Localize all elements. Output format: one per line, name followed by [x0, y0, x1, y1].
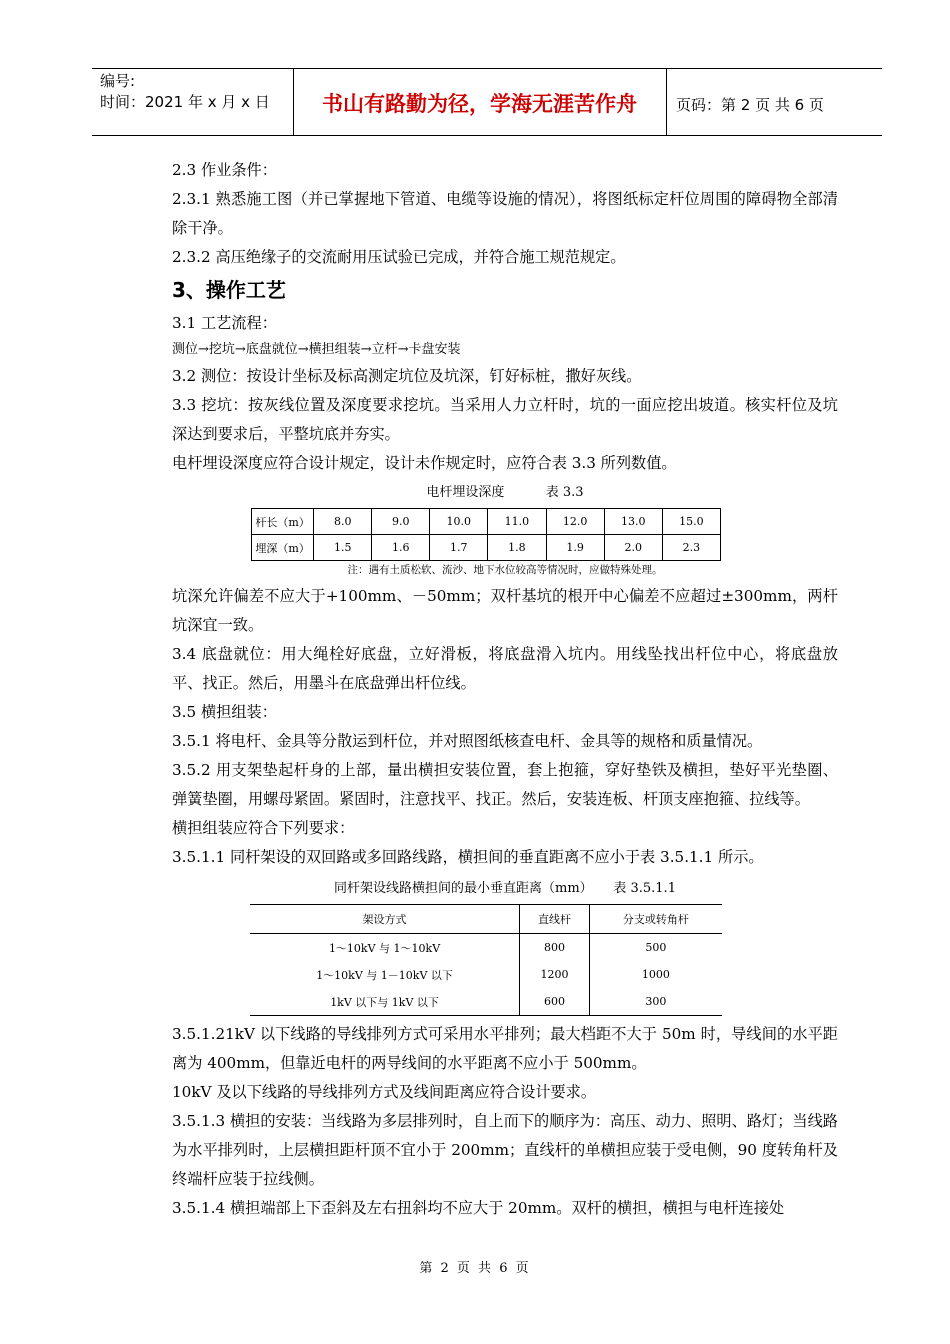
table-cell: 300: [589, 988, 722, 1016]
header-motto: 书山有路勤为径，学海无涯苦作舟: [322, 92, 637, 116]
header-divider-right: [666, 68, 667, 135]
table-cell: 1.9: [546, 535, 604, 561]
table-cell: 800: [520, 934, 590, 962]
table-cell: 1200: [520, 961, 590, 988]
header-page-label: 页码：第 2 页 共 6 页: [676, 96, 824, 114]
column-header: 架设方式: [250, 905, 520, 934]
paragraph: 3.3 挖坑：按灰线位置及深度要求挖坑。当采用人力立杆时，坑的一面应挖出坡道。核实杆位及坑深达到要求后，平整坑底并夯实。: [172, 396, 838, 443]
table-cell: 2.3: [662, 535, 720, 561]
table-caption: 电杆埋设深度 表 3.3: [426, 485, 584, 500]
paragraph: 3.5.1.3 横担的安装：当线路为多层排列时，自上而下的顺序为：高压、动力、照明、路灯；当线路为水平排列时，上层横担距杆顶不宜小于 200mm；直线杆的单横担应装于受电侧，90 度转角杆及终端杆应装于拉线侧。: [172, 1112, 838, 1188]
table-cell: 1.7: [430, 535, 488, 561]
header-time-label: 时间：2021 年 x 月 x 日: [100, 93, 270, 111]
paragraph: 2.3.2 高压绝缘子的交流耐用压试验已完成，并符合施工规范规定。: [172, 248, 626, 266]
table-row: [250, 961, 722, 988]
table-cell: 1000: [589, 961, 722, 988]
table-cell: 9.0: [372, 509, 430, 535]
paragraph: 3.1 工艺流程：: [172, 314, 277, 332]
paragraph: 2.3.1 熟悉施工图（并已掌握地下管道、电缆等设施的情况），将图纸标定杆位周围的障碍物全部清除干净。: [172, 190, 838, 237]
paragraph: 3.4 底盘就位：用大绳栓好底盘，立好滑板，将底盘滑入坑内。用线坠找出杆位中心，将底盘放平、找正。然后，用墨斗在底盘弹出杆位线。: [172, 645, 838, 692]
crossarm-distance-table: [250, 904, 722, 1016]
table-cell: 1～10kV 与 1－10kV 以下: [316, 968, 453, 982]
table-row: [252, 535, 721, 561]
paragraph: 3.5.1 将电杆、金具等分散运到杆位，并对照图纸核查电杆、金具等的规格和质量情况。: [172, 732, 763, 750]
process-flow: 测位→挖坑→底盘就位→横担组装→立杆→卡盘安装: [172, 342, 461, 357]
table-cell: 1.6: [372, 535, 430, 561]
table-cell: 13.0: [604, 509, 662, 535]
paragraph: 10kV 及以下线路的导线排列方式及线间距离应符合设计要求。: [172, 1083, 597, 1101]
paragraph: 电杆埋设深度应符合设计规定，设计未作规定时，应符合表 3.3 所列数值。: [172, 454, 677, 472]
paragraph: 3.5.1.4 横担端部上下歪斜及左右扭斜均不应大于 20mm。双杆的横担，横担与电杆连接处: [172, 1199, 785, 1217]
paragraph: 2.3 作业条件：: [172, 161, 277, 179]
paragraph: 横担组装应符合下列要求：: [172, 819, 355, 837]
column-header: 直线杆: [520, 905, 590, 934]
burial-depth-table: [251, 508, 721, 561]
paragraph: 3.5 横担组装：: [172, 703, 277, 721]
table-header-row: [250, 905, 722, 934]
table-cell: 600: [520, 988, 590, 1016]
table-cell: 1kV 以下与 1kV 以下: [250, 988, 520, 1016]
page-footer: 第 2 页 共 6 页: [419, 1261, 531, 1276]
header-top-rule: [92, 68, 882, 69]
row-label: 杆长（m）: [252, 509, 314, 535]
section-heading: 3、操作工艺: [172, 278, 286, 302]
table-cell: 1～10kV 与 1～10kV: [328, 941, 441, 955]
table-caption: 同杆架设线路横担间的最小垂直距离（mm） 表 3.5.1.1: [334, 881, 676, 896]
table-row: [250, 934, 722, 962]
table-cell: 15.0: [662, 509, 720, 535]
table-row: [250, 988, 722, 1016]
column-header: 分支或转角杆: [589, 905, 722, 934]
table-note: 注：遇有土质松软、流沙、地下水位较高等情况时，应做特殊处理。: [347, 564, 663, 576]
header-bottom-rule: [92, 135, 882, 136]
table-cell: 1.8: [488, 535, 546, 561]
table-cell: 11.0: [488, 509, 546, 535]
row-label: 埋深（m）: [252, 535, 314, 561]
document-body: [172, 156, 838, 1223]
paragraph: 坑深允许偏差不应大于+100mm、－50mm；双杆基坑的根开中心偏差不应超过±300mm，两杆坑深宜一致。: [172, 587, 838, 634]
table-cell: 12.0: [546, 509, 604, 535]
table-cell: 10.0: [430, 509, 488, 535]
paragraph: 3.2 测位：按设计坐标及标高测定坑位及坑深，钉好标桩，撒好灰线。: [172, 367, 642, 385]
table-cell: 8.0: [314, 509, 372, 535]
table-row: [252, 509, 721, 535]
table-cell: 1.5: [314, 535, 372, 561]
paragraph: 3.5.1.21kV 以下线路的导线排列方式可采用水平排列；最大档距不大于 50m 时，导线间的水平距离为 400mm，但靠近电杆的两导线间的水平距离不应小于 500mm。: [172, 1025, 838, 1072]
table-cell: 2.0: [604, 535, 662, 561]
paragraph: 3.5.2 用支架垫起杆身的上部，量出横担安装位置，套上抱箍，穿好垫铁及横担，垫好平光垫圈、弹簧垫圈，用螺母紧固。紧固时，注意找平、找正。然后，安装连板、杆顶支座抱箍、拉线等。: [172, 761, 838, 808]
table-cell: 500: [589, 934, 722, 962]
header-code-label: 编号:: [100, 72, 136, 90]
paragraph: 3.5.1.1 同杆架设的双回路或多回路线路，横担间的垂直距离不应小于表 3.5.1.1 所示。: [172, 848, 764, 866]
